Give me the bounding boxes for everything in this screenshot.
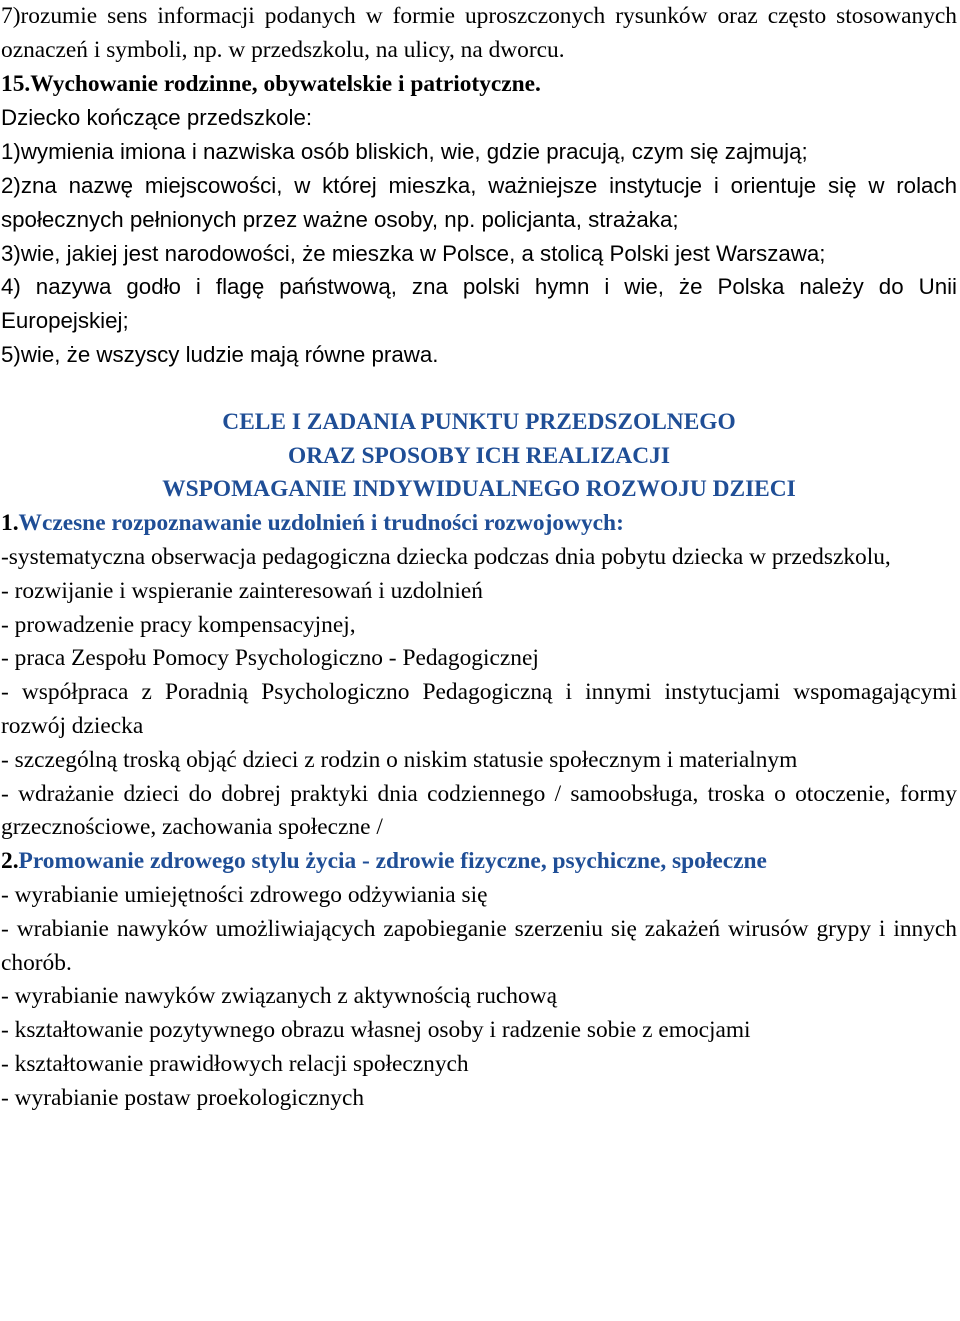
section15-heading: 15.Wychowanie rodzinne, obywatelskie i patriotyczne. bbox=[1, 70, 541, 97]
goal1-item-2: - rozwijanie i wspieranie zainteresowań i uzdolnień bbox=[1, 577, 483, 604]
goal1-item-7: - wdrażanie dzieci do dobrej praktyki dnia codziennego / samoobsługa, troska o otoczenie, formy grzecznościowe, zachowania społeczne / bbox=[1, 780, 957, 841]
goal1-number: 1. bbox=[1, 510, 19, 537]
section15-item-1: 1)wymienia imiona i nazwiska osób bliskich, wie, gdzie pracują, czym się zajmują; bbox=[1, 139, 808, 165]
section15-item-5: 5)wie, że wszyscy ludzie mają równe prawa. bbox=[1, 341, 439, 367]
goal2-item-4: - kształtowanie pozytywnego obrazu własnej osoby i radzenie sobie z emocjami bbox=[1, 1017, 751, 1044]
goal2-item-6: - wyrabianie postaw proekologicznych bbox=[1, 1084, 365, 1111]
section-headings bbox=[1, 406, 957, 507]
section15-item-4: 4) nazywa godło i flagę państwową, zna polski hymn i wie, że Polska należy do Unii Europejskiej; bbox=[1, 274, 957, 334]
goal2-heading bbox=[1, 845, 957, 879]
heading-line-2: ORAZ SPOSOBY ICH REALIZACJI bbox=[288, 442, 670, 469]
goal2-item-1: - wyrabianie umiejętności zdrowego odżywiania się bbox=[1, 881, 488, 908]
goal1-item-5: - współpraca z Poradnią Psychologiczno Pedagogiczną i innymi instytucjami wspomagającymi rozwój dziecka bbox=[1, 679, 957, 739]
goal2-number: 2. bbox=[1, 848, 19, 875]
goal2-item-5: - kształtowanie prawidłowych relacji społecznych bbox=[1, 1050, 469, 1077]
goal1-item-1: -systematyczna obserwacja pedagogiczna dziecka podczas dnia pobytu dziecka w przedszkolu, bbox=[1, 543, 891, 570]
goal2-item-2: - wrabianie nawyków umożliwiających zapobieganie szerzeniu się zakażeń wirusów grypy i innych chorób. bbox=[1, 915, 957, 976]
goal1-item-4: - praca Zespołu Pomocy Psychologiczno - Pedagogicznej bbox=[1, 645, 539, 672]
section14-item-7: 7)rozumie sens informacji podanych w formie uproszczonych rysunków oraz często stosowanych oznaczeń i symboli, np. w przedszkolu, na ulicy, na dworcu. bbox=[1, 3, 957, 63]
section15-item-2: 2)zna nazwę miejscowości, w której mieszka, ważniejsze instytucje i orientuje się w rolach społecznych pełnionych przez ważne osoby, np. policjanta, strażaka; bbox=[1, 172, 957, 232]
heading-line-3: WSPOMAGANIE INDYWIDUALNEGO ROZWOJU DZIECI bbox=[162, 476, 796, 503]
goal1-heading bbox=[1, 507, 957, 541]
goal1-title: Wczesne rozpoznawanie uzdolnień i trudności rozwojowych: bbox=[18, 510, 624, 537]
goal2-item-3: - wyrabianie nawyków związanych z aktywnością ruchową bbox=[1, 983, 557, 1010]
goal1-item-6: - szczególną troską objąć dzieci z rodzin o niskim statusie społecznym i materialnym bbox=[1, 746, 798, 773]
heading-line-1: CELE I ZADANIA PUNKTU PRZEDSZOLNEGO bbox=[222, 408, 736, 435]
section15-item-3: 3)wie, jakiej jest narodowości, że mieszka w Polsce, a stolicą Polski jest Warszawa; bbox=[1, 240, 826, 266]
goal2-title: Promowanie zdrowego stylu życia - zdrowie fizyczne, psychiczne, społeczne bbox=[18, 848, 767, 875]
section15-intro: Dziecko kończące przedszkole: bbox=[1, 105, 313, 131]
goal1-item-3: - prowadzenie pracy kompensacyjnej, bbox=[1, 611, 356, 638]
